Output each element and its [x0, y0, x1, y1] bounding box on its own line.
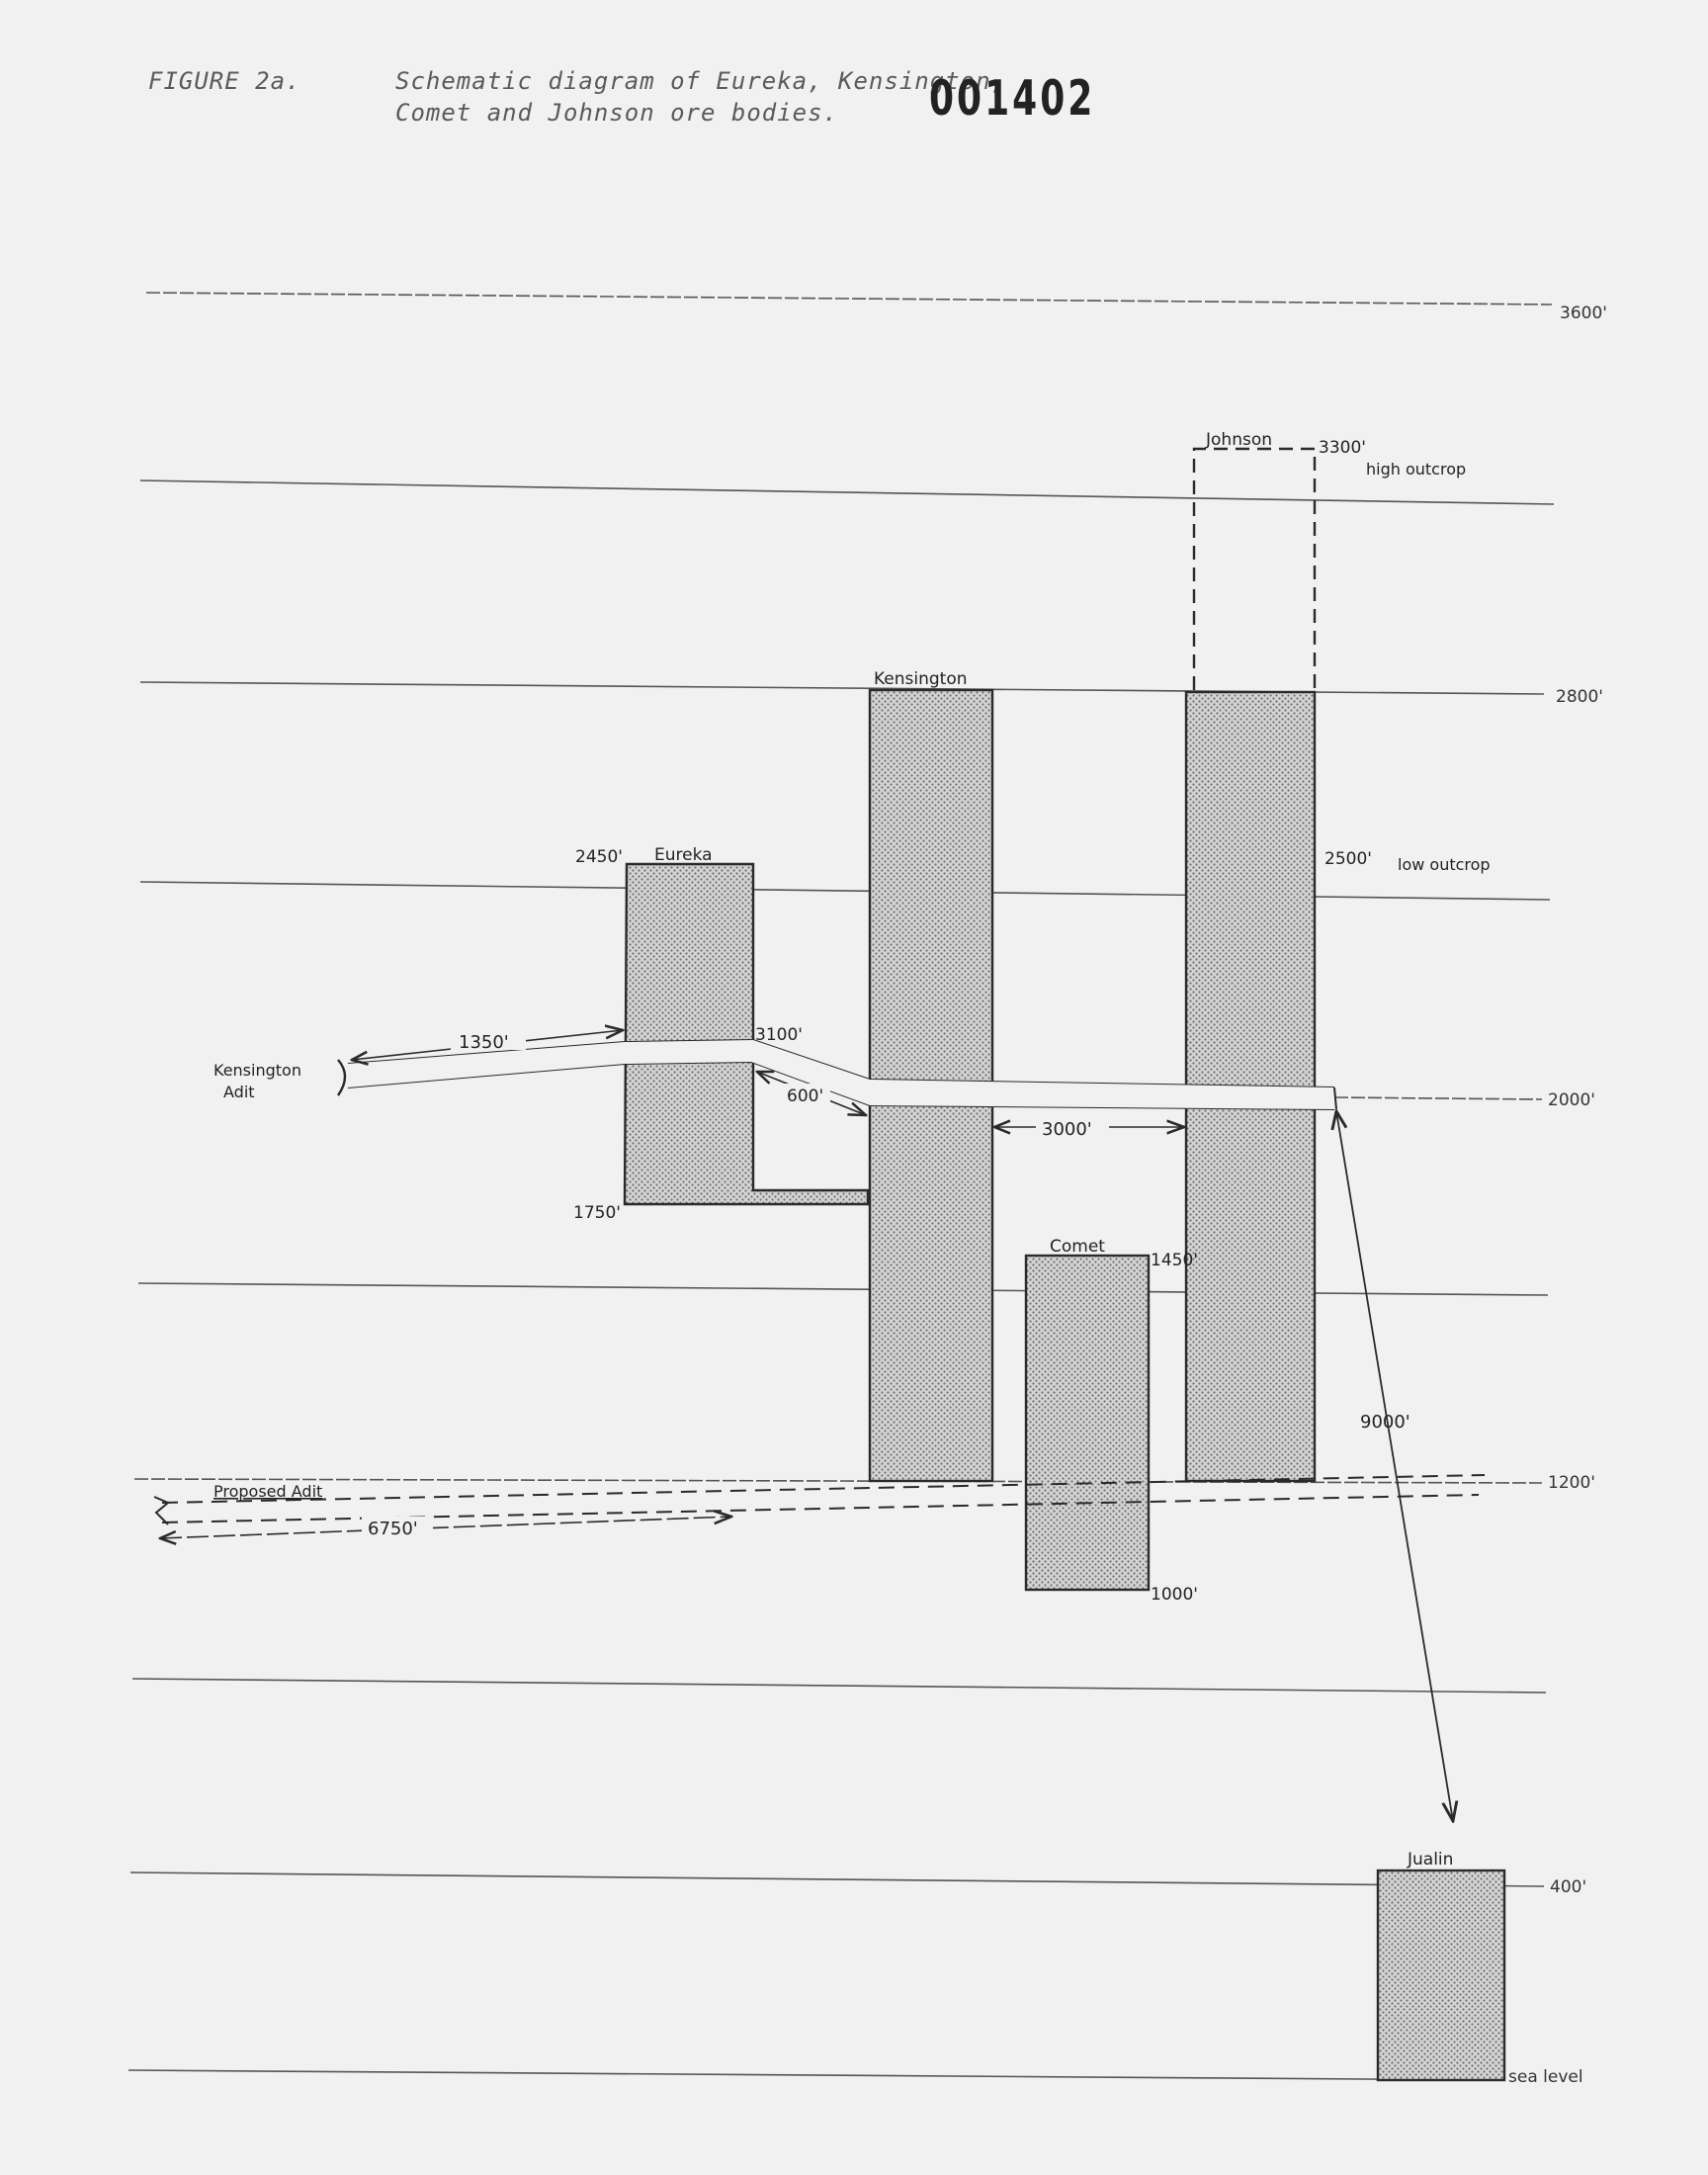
level-line-800	[132, 1679, 1546, 1693]
johnson-high-outcrop-note: high outcrop	[1366, 460, 1467, 478]
eureka-shape	[625, 864, 868, 1204]
caption-line-2: Comet and Johnson ore bodies.	[395, 99, 839, 127]
eureka-label: Eureka	[654, 845, 713, 865]
johnson-outcrop-outline	[1194, 449, 1315, 692]
elevation-lines	[128, 293, 1554, 2080]
jualin-shape	[1378, 1870, 1504, 2080]
adit-face-end	[1334, 1088, 1336, 1109]
elevation-1200: 1200'	[1548, 1473, 1595, 1493]
johnson-low-outcrop-note: low outcrop	[1398, 855, 1491, 874]
proposed-adit-portal	[154, 1497, 168, 1524]
document-number-stamp: 001402	[929, 71, 1096, 128]
comet-label: Comet	[1050, 1237, 1105, 1257]
elevation-3600: 3600'	[1560, 304, 1607, 323]
figure-number: FIGURE 2a.	[148, 67, 301, 95]
level-line-2000	[1334, 1097, 1542, 1099]
elevation-2000: 2000'	[1548, 1090, 1595, 1110]
dimension-3000: 3000'	[1042, 1119, 1092, 1140]
level-line-3200	[140, 480, 1554, 504]
level-line-2800	[140, 682, 1544, 694]
eureka-top-elevation: 2450'	[575, 847, 623, 867]
jualin-ore-body	[1378, 1850, 1504, 2080]
johnson-ore-body	[1186, 430, 1491, 1481]
elevation-400: 400'	[1550, 1877, 1587, 1897]
proposed-adit-label: Proposed Adit	[214, 1482, 323, 1501]
level-line-1200	[134, 1479, 1542, 1483]
jualin-distance-arrow	[1336, 1111, 1453, 1821]
johnson-low-elevation: 2500'	[1324, 849, 1372, 869]
proposed-adit-length: 6750'	[368, 1519, 418, 1539]
level-line-2400	[140, 882, 1550, 900]
comet-bottom-elevation: 1000'	[1151, 1585, 1198, 1605]
caption-line-1: Schematic diagram of Eureka, Kensington,	[395, 67, 1006, 95]
adit-name-line-2: Adit	[223, 1083, 255, 1101]
level-line-400	[130, 1872, 1544, 1886]
level-line-3600	[146, 293, 1552, 304]
comet-shape	[1026, 1256, 1149, 1590]
adit-portal	[338, 1060, 345, 1095]
jualin-label: Jualin	[1408, 1850, 1454, 1870]
dimension-600: 600'	[787, 1087, 824, 1106]
johnson-top-elevation: 3300'	[1319, 438, 1366, 458]
junction-elevation-3100: 3100'	[755, 1025, 803, 1045]
proposed-adit	[154, 1475, 1485, 1539]
comet-top-elevation: 1450'	[1151, 1251, 1198, 1270]
elevation-2800: 2800'	[1556, 687, 1603, 707]
jualin-connection	[1336, 1111, 1453, 1821]
kensington-label: Kensington	[874, 669, 968, 689]
adit-name-line-1: Kensington	[214, 1061, 301, 1080]
level-line-1600	[138, 1283, 1548, 1295]
jualin-distance: 9000'	[1360, 1412, 1410, 1433]
dimension-1350: 1350'	[459, 1032, 509, 1053]
eureka-ore-body	[573, 845, 868, 1223]
eureka-bottom-elevation: 1750'	[573, 1203, 621, 1223]
level-line-sea	[128, 2070, 1502, 2080]
proposed-adit-bottom	[162, 1495, 1479, 1522]
elevation-sea-level: sea level	[1508, 2067, 1583, 2087]
kensington-ore-body	[870, 669, 992, 1481]
johnson-label: Johnson	[1206, 430, 1272, 450]
kensington-adit	[214, 1025, 1336, 1140]
